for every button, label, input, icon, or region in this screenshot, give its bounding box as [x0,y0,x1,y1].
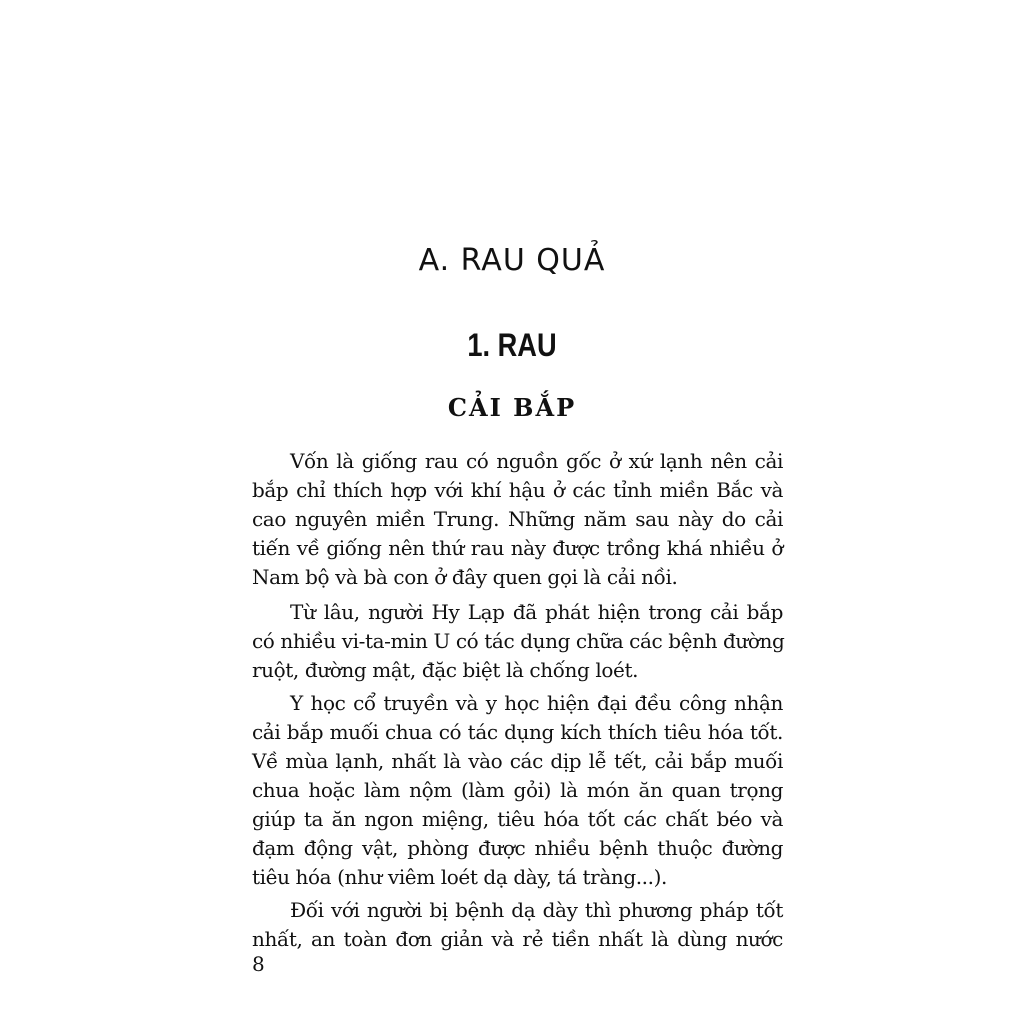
paragraph-3-line-7: tiêu hóa (như viêm loét dạ dày, tá tràng...). [252,865,667,889]
paragraph-3-line-1: Y học cổ truyền và y học hiện đại đều công nhận [290,691,783,715]
paragraph-3-line-4: chua hoặc làm nộm (làm gỏi) là món ăn quan trọng [252,778,783,802]
paragraph-3-line-2: cải bắp muối chua có tác dụng kích thích tiêu hóa tốt. [252,720,783,744]
paragraph-3-line-3: Về mùa lạnh, nhất là vào các dịp lễ tết, cải bắp muối [252,749,783,773]
section-heading: A. RAU QUẢ [418,243,606,278]
paragraph-1-line-1: Vốn là giống rau có nguồn gốc ở xứ lạnh nên cải [290,449,783,473]
paragraph-1-line-5: Nam bộ và bà con ở đây quen gọi là cải nồi. [252,565,678,589]
paragraph-1-line-3: cao nguyên miền Trung. Những năm sau này do cải [252,507,783,531]
paragraph-4-line-1: Đối với người bị bệnh dạ dày thì phương pháp tốt [290,898,783,922]
paragraph-3-line-5: giúp ta ăn ngon miệng, tiêu hóa tốt các chất béo và [252,807,783,831]
paragraph-4-line-2: nhất, an toàn đơn giản và rẻ tiền nhất là dùng nước [252,927,783,951]
paragraph-3-line-6: đạm động vật, phòng được nhiều bệnh thuộc đường [252,836,783,860]
paragraph-1-line-2: bắp chỉ thích hợp với khí hậu ở các tỉnh miền Bắc và [252,478,783,502]
paragraph-2-line-3: ruột, đường mật, đặc biệt là chống loét. [252,658,639,682]
paragraph-1-line-4: tiến về giống nên thứ rau này được trồng khá nhiều ở [252,536,783,560]
paragraph-2-line-2: có nhiều vi-ta-min U có tác dụng chữa các bệnh đường [252,629,785,653]
topic-heading: CẢI BẮP [447,393,577,422]
chapter-heading: 1. RAU [467,327,557,363]
paragraph-2-line-1: Từ lâu, người Hy Lạp đã phát hiện trong cải bắp [290,600,783,624]
page-number: 8 [252,952,265,976]
